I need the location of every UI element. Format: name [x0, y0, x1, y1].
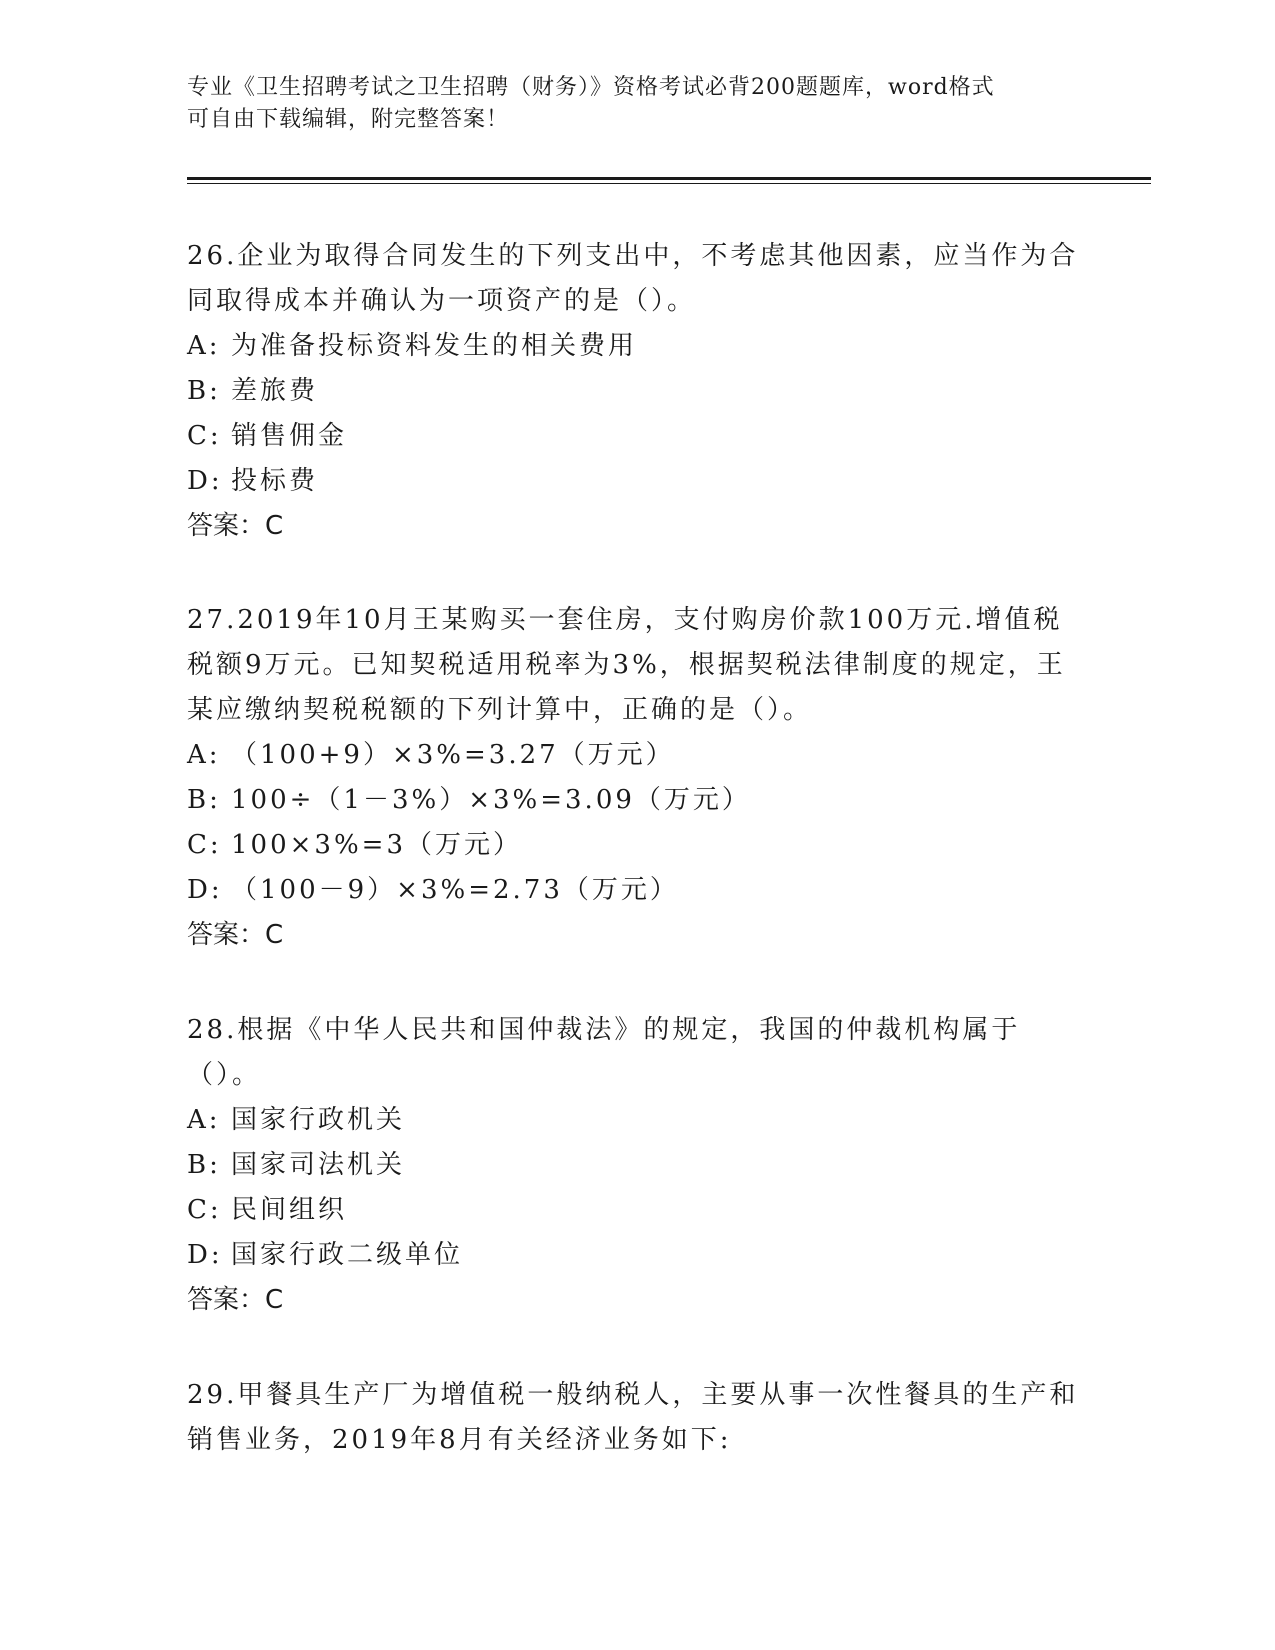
question-28 — [187, 1008, 1087, 1323]
header-divider-thick — [187, 177, 1151, 180]
option-text: 100×3%=3（万元） — [231, 830, 522, 860]
option-text: 差旅费 — [231, 376, 319, 406]
option-text: 为准备投标资料发生的相关费用 — [231, 331, 638, 361]
option-text: 国家行政二级单位 — [231, 1240, 464, 1270]
option-key: C: — [187, 830, 222, 860]
option-key: A: — [187, 331, 221, 361]
option-key: A: — [187, 740, 221, 770]
header-line-2: 可自由下载编辑，附完整答案！ — [187, 107, 510, 132]
option-key: C: — [187, 421, 222, 451]
question-stem: 27.2019年10月王某购买一套住房，支付购房价款100万元.增值税税额9万元。已知契税适用税率为3%，根据契税法律制度的规定，王某应缴纳契税税额的下列计算中，正确的是（）。 — [187, 605, 1066, 725]
option-c — [187, 823, 1087, 868]
option-key: B: — [187, 785, 221, 815]
option-a — [187, 733, 1087, 778]
option-text: 民间组织 — [231, 1195, 348, 1225]
option-key: A: — [187, 1105, 221, 1135]
answer-line: 答案：C — [187, 1285, 284, 1315]
option-text: 投标费 — [231, 466, 319, 496]
option-d — [187, 459, 1087, 504]
option-d — [187, 1233, 1087, 1278]
option-b — [187, 369, 1087, 414]
option-d — [187, 868, 1087, 913]
option-a — [187, 324, 1087, 369]
question-stem: 29.甲餐具生产厂为增值税一般纳税人，主要从事一次性餐具的生产和销售业务，2019年8月有关经济业务如下: — [187, 1380, 1079, 1455]
option-text: （100+9）×3%=3.27（万元） — [231, 740, 675, 770]
option-key: D: — [187, 1240, 223, 1270]
question-29 — [187, 1373, 1087, 1463]
question-stem: 26.企业为取得合同发生的下列支出中，不考虑其他因素，应当作为合同取得成本并确认为一项资产的是（）。 — [187, 241, 1079, 316]
option-text: 国家行政机关 — [231, 1105, 406, 1135]
option-key: D: — [187, 466, 223, 496]
option-b — [187, 778, 1087, 823]
question-stem: 28.根据《中华人民共和国仲裁法》的规定，我国的仲裁机构属于（）。 — [187, 1015, 1021, 1090]
option-c — [187, 1188, 1087, 1233]
option-a — [187, 1098, 1087, 1143]
option-text: 100÷（1－3%）×3%=3.09（万元） — [231, 785, 751, 815]
option-key: B: — [187, 1150, 221, 1180]
option-key: C: — [187, 1195, 222, 1225]
option-key: B: — [187, 376, 221, 406]
question-27 — [187, 598, 1087, 958]
option-text: 国家司法机关 — [231, 1150, 406, 1180]
option-key: D: — [187, 875, 223, 905]
header-divider-thin — [187, 183, 1151, 184]
document-header — [187, 72, 1087, 136]
option-b — [187, 1143, 1087, 1188]
answer-line: 答案：C — [187, 511, 284, 541]
header-line-1: 专业《卫生招聘考试之卫生招聘（财务）》资格考试必背200题题库，word格式 — [187, 75, 995, 100]
option-text: 销售佣金 — [231, 421, 348, 451]
question-26 — [187, 234, 1087, 549]
answer-line: 答案：C — [187, 920, 284, 950]
option-c — [187, 414, 1087, 459]
option-text: （100－9）×3%=2.73（万元） — [231, 875, 679, 905]
